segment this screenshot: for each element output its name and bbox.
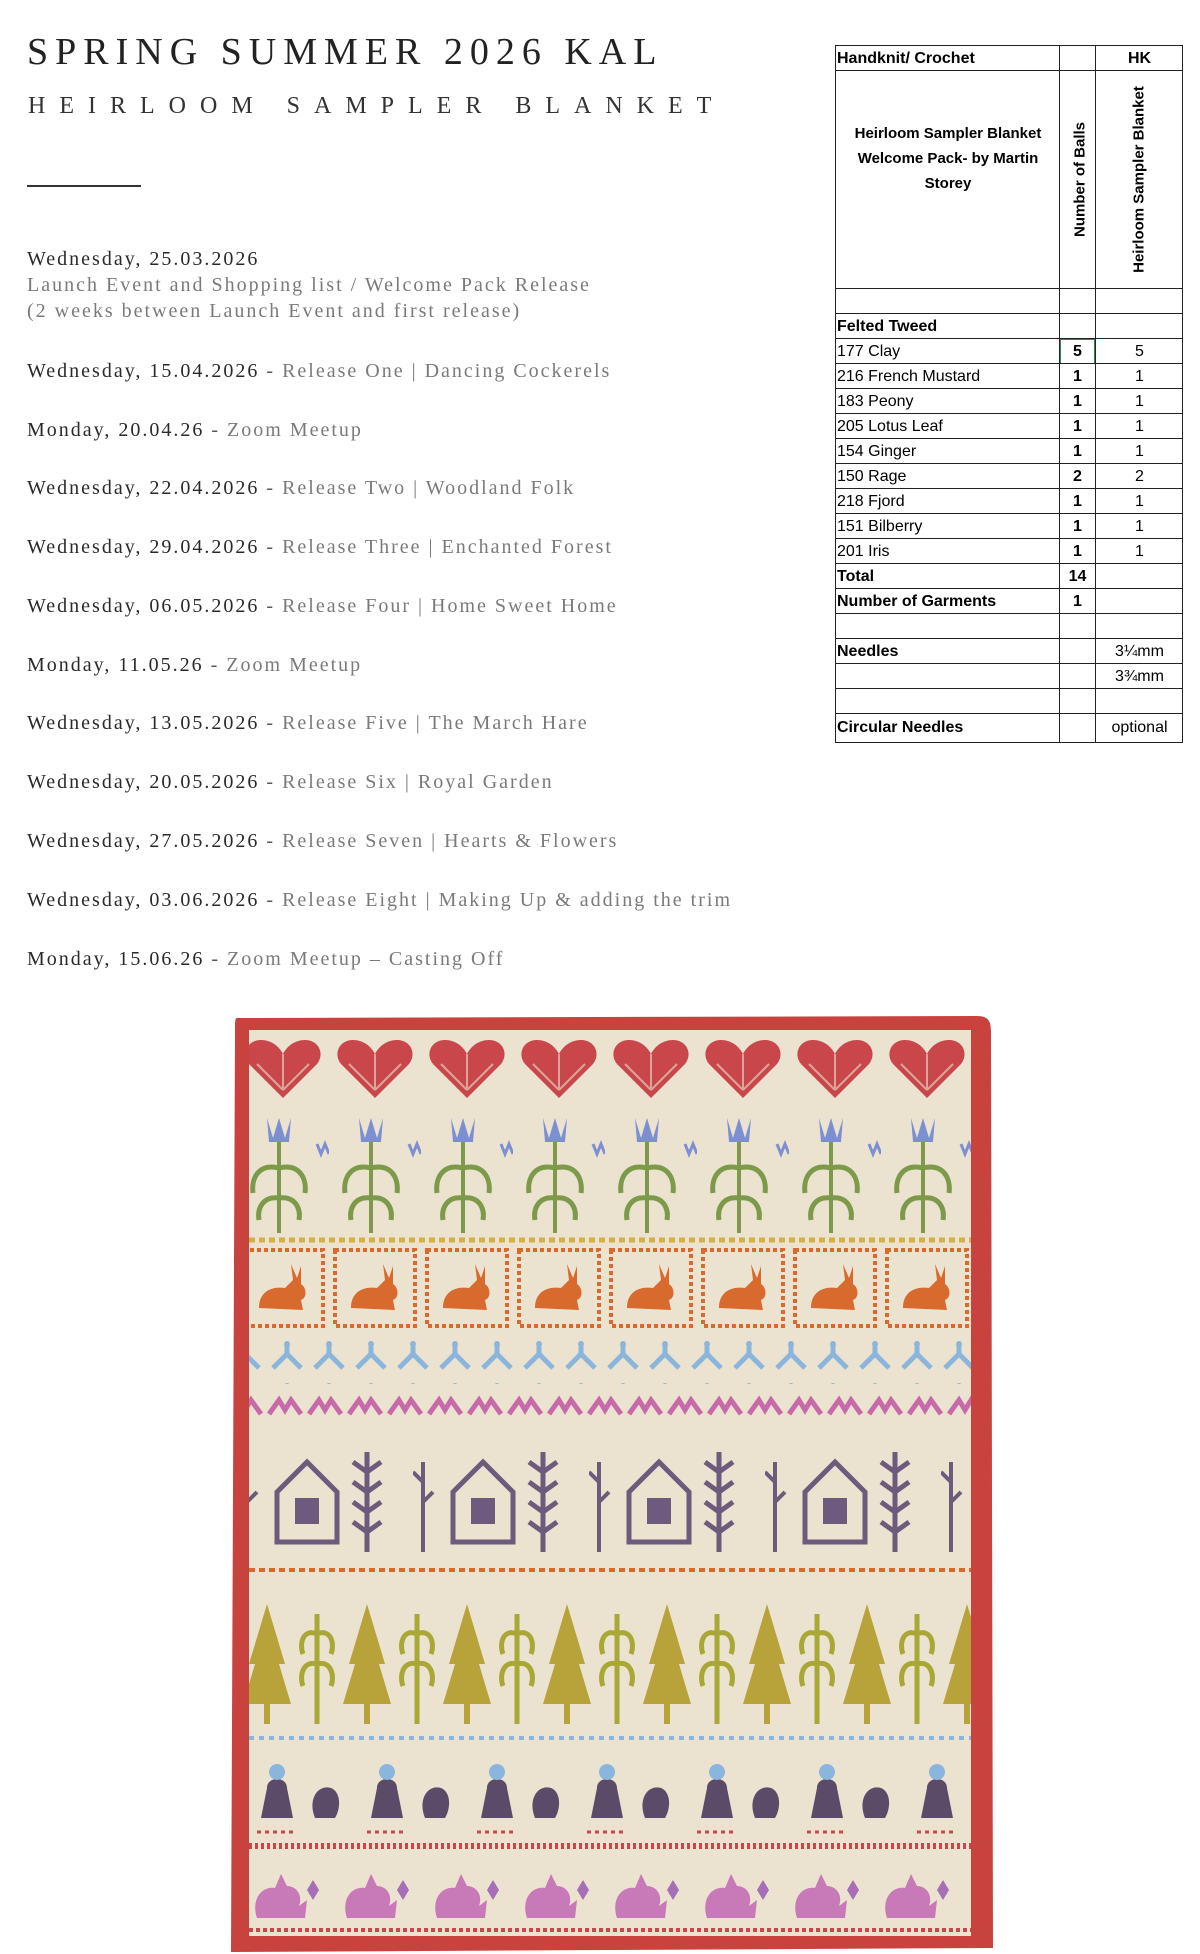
yarn-balls: 1 xyxy=(1073,417,1082,435)
circular-needles-value: optional xyxy=(1111,719,1168,736)
schedule-event: Release Two | Woodland Folk xyxy=(282,477,576,499)
schedule-item: Wednesday, 20.05.2026 - Release Six | Royal Garden xyxy=(27,771,554,793)
yarn-balls: 1 xyxy=(1073,442,1082,460)
table-row xyxy=(835,538,1183,564)
schedule-event: Release Three | Enchanted Forest xyxy=(282,536,613,558)
title-divider xyxy=(27,185,141,187)
schedule-date: Monday, 15.06.26 xyxy=(27,948,205,970)
yarn-blanket: 1 xyxy=(1135,392,1144,410)
schedule-date: Monday, 11.05.26 xyxy=(27,654,204,676)
col-header-balls: Number of Balls xyxy=(1071,121,1089,238)
schedule-date: Wednesday, 03.06.2026 xyxy=(27,889,260,911)
schedule-event: Release Eight | Making Up & adding the trim xyxy=(282,889,732,911)
schedule-item: Wednesday, 15.04.2026 - Release One | Dancing Cockerels xyxy=(27,360,612,382)
schedule-event: Release Four | Home Sweet Home xyxy=(282,595,618,617)
schedule-date: Wednesday, 25.03.2026 xyxy=(27,248,260,270)
circular-needles-label: Circular Needles xyxy=(837,719,964,736)
schedule-event: Release One | Dancing Cockerels xyxy=(282,360,612,382)
table-row xyxy=(835,463,1183,489)
yarn-balls: 2 xyxy=(1073,467,1082,485)
table-row xyxy=(835,338,1183,364)
schedule-event: Zoom Meetup xyxy=(226,654,363,676)
yarn-blanket: 1 xyxy=(1135,492,1144,510)
garments-label: Number of Garments xyxy=(837,592,997,610)
yarn-name: 151 Bilberry xyxy=(837,517,923,535)
table-row xyxy=(835,413,1183,439)
shopping-list-table xyxy=(835,45,1183,743)
schedule-item: Monday, 15.06.26 - Zoom Meetup – Casting Off xyxy=(27,948,505,970)
yarn-name: 183 Peony xyxy=(837,392,914,410)
yarn-blanket: 1 xyxy=(1135,417,1144,435)
schedule-date: Wednesday, 06.05.2026 xyxy=(27,595,260,617)
yarn-blanket: 1 xyxy=(1135,542,1144,560)
yarn-name: 154 Ginger xyxy=(837,442,917,460)
needles-label: Needles xyxy=(837,642,899,660)
yarn-name: 201 Iris xyxy=(837,542,890,560)
yarn-balls: 1 xyxy=(1073,367,1082,385)
yarn-name: 177 Clay xyxy=(837,342,901,360)
pack-title-line: Heirloom Sampler Blanket xyxy=(854,124,1042,142)
schedule-event: Release Seven | Hearts & Flowers xyxy=(282,830,619,852)
launch-note: Launch Event and Shopping list / Welcome Pack Release xyxy=(27,274,591,296)
schedule-item xyxy=(27,248,259,271)
yarn-blanket: 2 xyxy=(1135,467,1144,485)
blank-row xyxy=(835,613,1183,639)
schedule-item: Wednesday, 29.04.2026 - Release Three | Enchanted Forest xyxy=(27,536,613,558)
pack-title-row xyxy=(835,70,1183,289)
table-row xyxy=(835,438,1183,464)
schedule-date: Wednesday, 22.04.2026 xyxy=(27,477,260,499)
garments-row xyxy=(835,588,1183,614)
table-row xyxy=(835,363,1183,389)
table-row xyxy=(835,488,1183,514)
schedule-date: Monday, 20.04.26 xyxy=(27,419,205,441)
needles-row xyxy=(835,638,1183,664)
yarn-balls: 1 xyxy=(1073,392,1082,410)
yarn-label-row xyxy=(835,313,1183,339)
yarn-blanket: 5 xyxy=(1135,342,1144,360)
schedule-event: Release Six | Royal Garden xyxy=(282,771,554,793)
schedule-date: Wednesday, 20.05.2026 xyxy=(27,771,260,793)
yarn-name: 216 French Mustard xyxy=(837,367,981,385)
header-hk: HK xyxy=(1127,49,1152,67)
pack-title-line: Welcome Pack- by Martin xyxy=(857,149,1039,167)
total-label: Total xyxy=(837,567,875,585)
schedule-item: Wednesday, 22.04.2026 - Release Two | Woodland Folk xyxy=(27,477,576,499)
garments-value: 1 xyxy=(1073,592,1082,610)
col-header-blanket: Heirloom Sampler Blanket xyxy=(1130,86,1148,273)
page-subtitle: HEIRLOOM SAMPLER BLANKET xyxy=(28,93,726,119)
schedule-item: Wednesday, 06.05.2026 - Release Four | Home Sweet Home xyxy=(27,595,618,617)
total-value: 14 xyxy=(1068,567,1087,585)
yarn-label: Felted Tweed xyxy=(837,317,938,335)
needles-row-2 xyxy=(835,663,1183,689)
schedule-item: Monday, 20.04.26 - Zoom Meetup xyxy=(27,419,363,441)
blank-row xyxy=(835,288,1183,314)
yarn-name: 150 Rage xyxy=(837,467,907,485)
schedule-date: Wednesday, 29.04.2026 xyxy=(27,536,260,558)
blank-row xyxy=(835,688,1183,714)
schedule-item: Monday, 11.05.26 - Zoom Meetup xyxy=(27,654,363,676)
schedule-event: Release Five | The March Hare xyxy=(282,712,589,734)
yarn-blanket: 1 xyxy=(1135,367,1144,385)
pack-title-line: Storey xyxy=(924,174,972,192)
sampler-blanket-photo xyxy=(225,1012,995,1954)
yarn-blanket: 1 xyxy=(1135,442,1144,460)
schedule-item: Wednesday, 03.06.2026 - Release Eight | Making Up & adding the trim xyxy=(27,889,732,911)
page-title: SPRING SUMMER 2026 KAL xyxy=(27,31,664,73)
table-row xyxy=(835,513,1183,539)
schedule-date: Wednesday, 27.05.2026 xyxy=(27,830,260,852)
needle-size: 3¾mm xyxy=(1115,667,1164,685)
yarn-balls[interactable]: 5 xyxy=(1060,339,1095,364)
header-handknit: Handknit/ Crochet xyxy=(837,49,975,67)
schedule-event: Zoom Meetup – Casting Off xyxy=(227,948,505,970)
circular-needles-row xyxy=(835,713,1183,743)
total-row xyxy=(835,563,1183,589)
launch-note-gap: (2 weeks between Launch Event and first release) xyxy=(27,300,522,322)
needle-size: 3¼mm xyxy=(1115,642,1164,660)
schedule-item: Wednesday, 13.05.2026 - Release Five | The March Hare xyxy=(27,712,589,734)
schedule-item: Wednesday, 27.05.2026 - Release Seven | Hearts & Flowers xyxy=(27,830,619,852)
yarn-balls: 1 xyxy=(1073,517,1082,535)
yarn-blanket: 1 xyxy=(1135,517,1144,535)
schedule-date: Wednesday, 15.04.2026 xyxy=(27,360,260,382)
yarn-balls: 1 xyxy=(1073,542,1082,560)
schedule-event: Zoom Meetup xyxy=(227,419,363,441)
yarn-balls: 1 xyxy=(1073,492,1082,510)
yarn-name: 218 Fjord xyxy=(837,492,905,510)
table-row xyxy=(835,388,1183,414)
yarn-name: 205 Lotus Leaf xyxy=(837,417,943,435)
schedule-date: Wednesday, 13.05.2026 xyxy=(27,712,260,734)
